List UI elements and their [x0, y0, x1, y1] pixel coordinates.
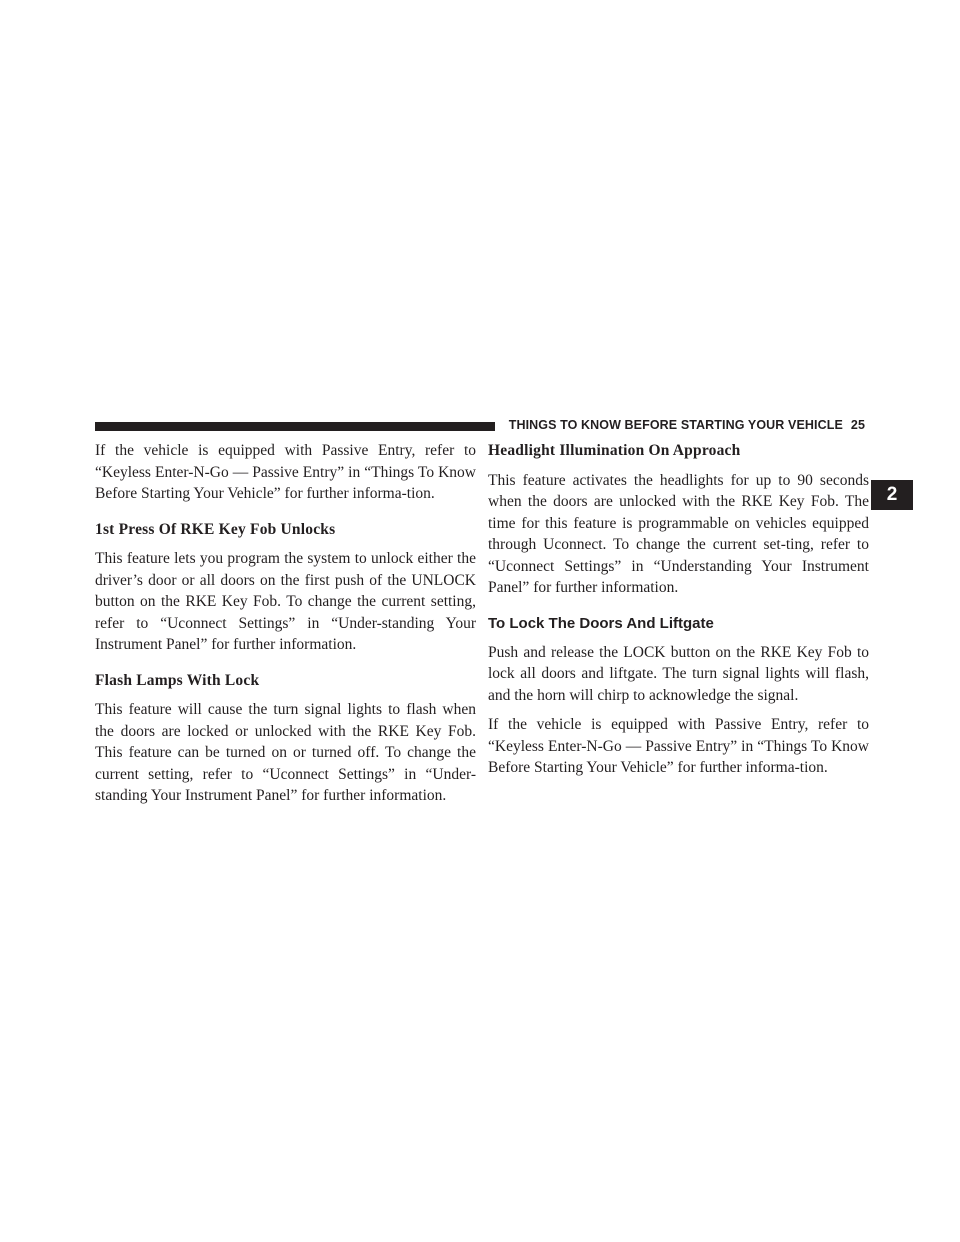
- section-paragraph-passive-entry: If the vehicle is equipped with Passive Entry, refer to “Keyless Enter-N-Go — Passive Entry” in “Things To Know Before Starting Your Vehicle” for further informa-tion.: [488, 716, 869, 776]
- intro-paragraph: If the vehicle is equipped with Passive Entry, refer to “Keyless Enter-N-Go — Passive Entry” in “Things To Know Before Starting Your Vehicle” for further informa-tion.: [95, 442, 476, 502]
- section-heading-flash-lamps: Flash Lamps With Lock: [95, 671, 260, 689]
- section-heading-rke-unlock: 1st Press Of RKE Key Fob Unlocks: [95, 520, 336, 538]
- running-header: [505, 418, 865, 432]
- header-rule: [95, 422, 495, 431]
- section-paragraph-rke-unlock: This feature lets you program the system to unlock either the driver’s door or all doors on the first push of the UNLOCK button on the RKE Key Fob. To change the current setting, refer to “Uconnect Settings” in “Under-standing Your Instrument Panel” for further information.: [95, 550, 476, 653]
- section-heading-headlight-illumination: Headlight Illumination On Approach: [488, 442, 741, 459]
- section-paragraph-flash-lamps: This feature will cause the turn signal lights to flash when the doors are locked or unlocked with the RKE Key Fob. This feature can be turned on or turned off. To change the current setting, refer to “Uconnect Settings” in “Under-standing Your Instrument Panel” for further information.: [95, 701, 476, 804]
- page-number: 25: [850, 418, 865, 432]
- header-title: THINGS TO KNOW BEFORE STARTING YOUR VEHICLE: [508, 418, 843, 432]
- section-paragraph-headlight-illumination: This feature activates the headlights for up to 90 seconds when the doors are unlocked with the RKE Key Fob. The time for this feature is programmable on vehicles equipped through Uconnect. To change the current set-ting, refer to “Uconnect Settings” in “Understanding Your Instrument Panel” for further information.: [488, 471, 869, 596]
- left-column: [95, 440, 476, 807]
- chapter-tab: 2: [871, 480, 913, 510]
- right-column: [488, 440, 869, 779]
- section-paragraph-lock-doors: Push and release the LOCK button on the RKE Key Fob to lock all doors and liftgate. The turn signal lights will flash, and the horn will chirp to acknowledge the signal.: [488, 643, 869, 704]
- section-heading-lock-doors: To Lock The Doors And Liftgate: [488, 614, 714, 632]
